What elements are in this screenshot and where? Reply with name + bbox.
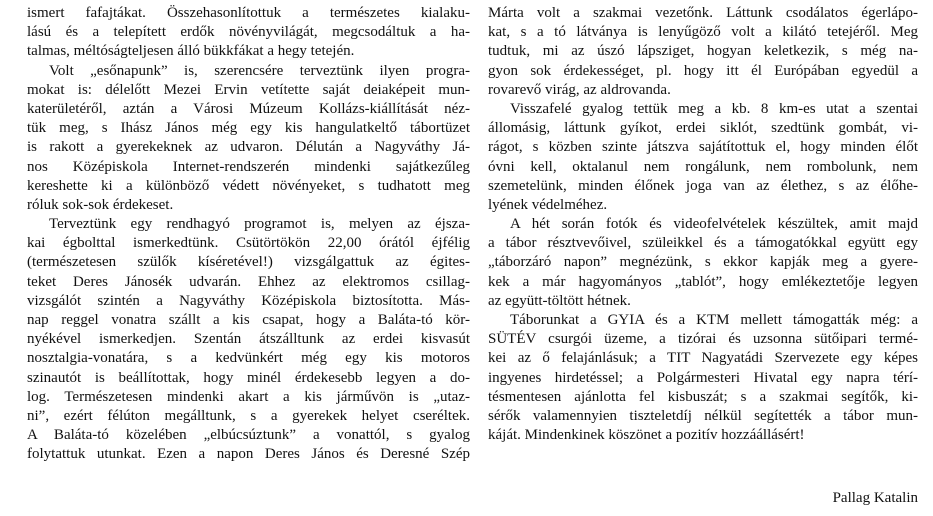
text-line: talmas, méltóságteljesen álló bükkfákat a hegy tetején. xyxy=(27,43,355,60)
text-line: (természetesen szülők kíséretével!) vizsgálgattuk az égites- xyxy=(27,254,470,271)
text-line: ni”, ezért félúton megálltunk, s a gyerekek helyet cseréltek. xyxy=(27,407,470,424)
text-line: vizsgálót szintén a Nagyváthy Középiskola biztosította. Más- xyxy=(27,292,470,309)
text-line: a tábor résztvevőivel, szüleikkel és a támogatókkal együtt egy xyxy=(488,235,918,252)
right-text-column xyxy=(488,4,918,445)
text-line: lású és a telepített erdők növényvilágát, megcsodáltuk a ha- xyxy=(27,24,470,41)
text-line: ismert fafajtákat. Összehasonlítottuk a természetes kialaku- xyxy=(27,5,470,21)
text-line: állomásig, láttunk gyíkot, erdei siklót, szedtünk gombát, vi- xyxy=(488,120,918,137)
text-line: kek a már hagyományos „tablót”, hogy emlékeztetője legyen xyxy=(488,273,918,290)
text-line: rovarevő virág, az aldrovanda. xyxy=(488,81,671,98)
text-line: óvni kell, oktalanul nem rongálunk, nem rombolunk, nem xyxy=(488,158,918,175)
text-line: folytattuk utunkat. Ezen a napon Deres János és Deresné Szép xyxy=(27,446,470,463)
text-line: SÜTÉV csurgói üzeme, a tizórai és uzsonna sütőipari termé- xyxy=(488,331,918,348)
text-line: nap reggel vonatra szállt a kis csapat, hogy a Baláta-tó kör- xyxy=(27,312,470,328)
text-line: az együtt-töltött hétnek. xyxy=(488,292,631,309)
text-line: tük meg, s Ihász János még egy kis hangulatkeltő tábortüzet xyxy=(27,120,470,137)
text-line: nosztalgia-vonatára, s a kedvünkért még egy kis motoros xyxy=(27,350,470,367)
text-line: szemetelünk, minden élőnek joga van az élethez, s az élőhe- xyxy=(488,177,918,194)
text-line: log. Természetesen mindenki akart a kis járművön is „utaz- xyxy=(27,388,470,405)
text-line: is rakott a gyerekeknek az udvaron. Délután a Nagyváthy Já- xyxy=(27,139,470,156)
text-line: Márta volt a szakmai vezetőnk. Láttunk csodálatos égerlápo- xyxy=(488,5,918,21)
text-line: teket Deres Jánosék udvarán. Ehhez az elektromos csillag- xyxy=(27,273,470,290)
text-line: „táborzáró napon” megnézünk, s ekkor kapják meg a gyere- xyxy=(488,254,918,271)
text-line: Terveztünk egy rendhagyó programot is, melyen az éjsza- xyxy=(49,216,470,233)
text-line: Volt „esőnapunk” is, szerencsére terveztünk ilyen progra- xyxy=(49,62,470,79)
text-line: Táborunkat a GYIA és a KTM mellett támogatták még: a xyxy=(510,312,918,328)
text-line: káját. Mindenkinek köszönet a pozitív hozzáállásért! xyxy=(488,427,805,444)
text-line: A hét során fotók és videofelvételek készültek, amit majd xyxy=(510,216,918,233)
text-line: sérők valamennyien tiszteletdíj nélkül segítették a tábor mun- xyxy=(488,407,918,424)
left-text-column xyxy=(27,4,470,465)
text-line: A Baláta-tó közelében „elbúcsúztunk” a vonattól, s gyalog xyxy=(27,427,470,444)
text-line: nyékével ismerkedjen. Szentán átszálltunk az erdei kisvasút xyxy=(27,331,470,348)
text-line: nos Középiskola Internet-rendszerén mindenki sajátkezűleg xyxy=(27,158,470,175)
text-line: kei az ő felajánlásuk; a TIT Nagyatádi Szervezete egy képes xyxy=(488,350,918,367)
text-line: gyon sok érdekességet, pl. hogy itt él Európában egyedül a xyxy=(488,62,918,79)
text-line: tésmentesen ajánlotta fel kisbuszát; s a szakmai segítők, ki- xyxy=(488,388,918,405)
text-line: kereshette ki a különböző védett növényeket, s tudhatott meg xyxy=(27,177,470,194)
text-line: mokat is: délelőtt Mezei Ervin vetítette saját deiaképeit mun- xyxy=(27,81,470,98)
text-line: róluk sok-sok érdekeset. xyxy=(27,196,174,213)
text-line: kat, s a tó látványa is lenyűgöző volt a kilátó tetejéről. Meg xyxy=(488,24,918,41)
text-line: Visszafelé gyalog tettük meg a kb. 8 km-es utat a szentai xyxy=(510,100,918,117)
text-line: lyének védelméhez. xyxy=(488,196,608,213)
text-line: rágot, s közben szinte játszva sajátítottuk el, hogy minden élőt xyxy=(488,139,918,156)
text-line: szinautót is beállítottak, hogy minél érdekesebb legyen a do- xyxy=(27,369,470,386)
text-line: katerületéről, aztán a Városi Múzeum Kollázs-kiállítását néz- xyxy=(27,100,470,117)
text-line: tudtuk, mi az úszó lápsziget, hogyan keletkezik, s még na- xyxy=(488,43,918,60)
text-line: ingyenes hirdetéssel; a Polgármesteri Hivatal egy napra térí- xyxy=(488,369,918,386)
author-signature: Pallag Katalin xyxy=(832,490,918,506)
text-line: kai égbolttal ismerkedtünk. Csütörtökön 22,00 órától éjfélig xyxy=(27,235,470,252)
